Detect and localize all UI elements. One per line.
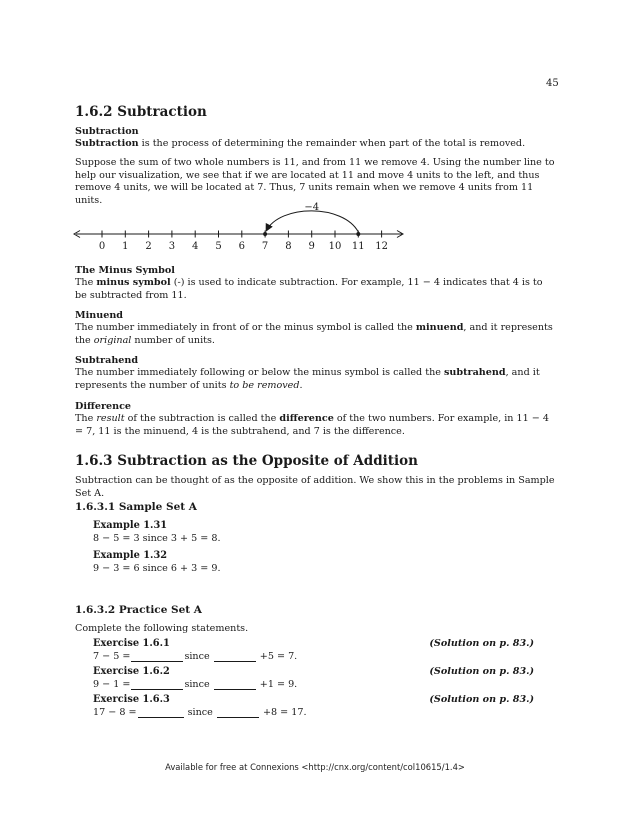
text: of the subtraction is called the (124, 413, 280, 424)
example-1-31-text: 8 − 5 = 3 since 3 + 5 = 8. (93, 533, 221, 544)
tick-label: 10 (328, 241, 342, 252)
minus-symbol-text (75, 277, 557, 302)
exercise-1-6-1-solution-link[interactable]: (Solution on p. 83.) (429, 638, 534, 649)
exercise-rhs: +1 = 9. (259, 679, 298, 690)
exercise-rhs: +8 = 17. (262, 707, 307, 718)
section-163-intro: Subtraction can be thought of as the opposite of addition. We show this in the problems in Sample Set A. (75, 475, 555, 499)
subtrahend-term: subtrahend (444, 367, 506, 378)
tick-label: 0 (98, 241, 106, 252)
text: of the two numbers. For example, in 11 − 4 = 7, 11 is the minuend, 4 is the subtrahend, and 7 is the difference. (75, 413, 549, 437)
text: number of units. (131, 334, 215, 346)
answer-blank-1[interactable] (138, 707, 184, 718)
tick-label: 11 (351, 241, 365, 252)
section-title-opposite-of-addition: 1.6.3 Subtraction as the Opposite of Addition (75, 453, 418, 469)
difference-heading: Difference (75, 401, 132, 412)
text: , and it represents the number of units (75, 367, 540, 391)
text: , and it represents the (75, 322, 553, 346)
tick-label: 1 (122, 241, 129, 252)
exercise-rhs: +5 = 7. (259, 651, 298, 662)
section-title-subtraction: 1.6.2 Subtraction (75, 104, 207, 120)
practice-set-title: 1.6.3.2 Practice Set A (75, 604, 202, 616)
minuend-text (75, 322, 557, 347)
tick-label: 8 (285, 241, 292, 252)
subtrahend-text (75, 367, 557, 392)
tick-label: 6 (238, 241, 245, 252)
definition-term: Subtraction (75, 138, 139, 149)
difference-text (75, 413, 557, 438)
answer-blank-1[interactable] (131, 679, 183, 690)
example-paragraph: Suppose the sum of two whole numbers is 11, and from 11 we remove 4. Using the number line to help our visualization, we see that if we are located at 11 and move 4 units to the left, and thus remove 4 units, we will be located at 7. Thus, 7 units remain when we remove 4 units from 11 units. (75, 157, 555, 206)
minus-symbol-heading: The Minus Symbol (75, 265, 175, 276)
text: The (75, 277, 97, 288)
tick-label: 7 (261, 241, 269, 252)
sample-set-title: 1.6.3.1 Sample Set A (75, 501, 197, 513)
subtrahend-heading: Subtrahend (75, 355, 139, 366)
practice-instruction: Complete the following statements. (75, 623, 249, 634)
exercise-1-6-2-title: Exercise 1.6.2 (93, 666, 170, 677)
footer-attribution: Available for free at Connexions <http://cnx.org/content/col10615/1.4> (165, 762, 465, 772)
emphasis: to be removed (229, 379, 300, 391)
exercise-lhs: 7 − 5 = (93, 651, 131, 662)
example-1-32-text: 9 − 3 = 6 since 6 + 3 = 9. (93, 563, 221, 574)
tick-label: 3 (168, 241, 176, 252)
exercise-1-6-1-title: Exercise 1.6.1 (93, 638, 170, 649)
dot-at-11 (356, 232, 360, 236)
since-word: since (187, 707, 213, 718)
subtraction-definition (75, 138, 557, 151)
exercise-1-6-3-statement (93, 707, 307, 718)
since-word: since (184, 679, 210, 690)
exercise-1-6-1-statement (93, 651, 297, 662)
text: The number immediately following or below the minus symbol is called the (75, 367, 445, 378)
tick-label: 2 (145, 241, 152, 252)
answer-blank-2[interactable] (214, 651, 256, 662)
answer-blank-2[interactable] (217, 707, 259, 718)
since-word: since (184, 651, 210, 662)
emphasis: original (93, 334, 132, 346)
minuend-term: minuend (415, 322, 464, 333)
tick-label: 9 (308, 241, 315, 252)
example-1-32-title: Example 1.32 (93, 550, 168, 561)
exercise-1-6-3-solution-link[interactable]: (Solution on p. 83.) (429, 694, 534, 705)
dot-at-7 (263, 232, 267, 236)
answer-blank-2[interactable] (214, 679, 256, 690)
tick-label: 5 (215, 241, 222, 252)
minus-symbol-term: minus symbol (96, 277, 171, 288)
text: . (299, 379, 303, 391)
difference-term: difference (279, 413, 334, 424)
arc-label: −4 (304, 202, 320, 213)
definition-text: is the process of determining the remainder when part of the total is removed. (138, 138, 526, 149)
exercise-1-6-2-solution-link[interactable]: (Solution on p. 83.) (429, 666, 534, 677)
minus-four-arc (266, 211, 358, 232)
exercise-lhs: 9 − 1 = (93, 679, 131, 690)
text: The (75, 413, 97, 424)
answer-blank-1[interactable] (131, 651, 183, 662)
subtraction-heading: Subtraction (75, 126, 139, 137)
text: The number immediately in front of or the minus symbol is called the (75, 322, 416, 333)
text: (-) is used to indicate subtraction. For example, 11 − 4 indicates that 4 is to be subtracted from 11. (75, 277, 543, 301)
page-number: 45 (546, 78, 559, 89)
example-1-31-title: Example 1.31 (93, 520, 168, 531)
exercise-1-6-3-title: Exercise 1.6.3 (93, 694, 170, 705)
minuend-heading: Minuend (75, 310, 124, 321)
exercise-lhs: 17 − 8 = (93, 707, 137, 718)
exercise-1-6-2-statement (93, 679, 297, 690)
tick-label: 4 (192, 241, 199, 252)
number-line-figure (72, 200, 412, 252)
emphasis: result (96, 413, 125, 424)
tick-label: 12 (375, 241, 388, 252)
